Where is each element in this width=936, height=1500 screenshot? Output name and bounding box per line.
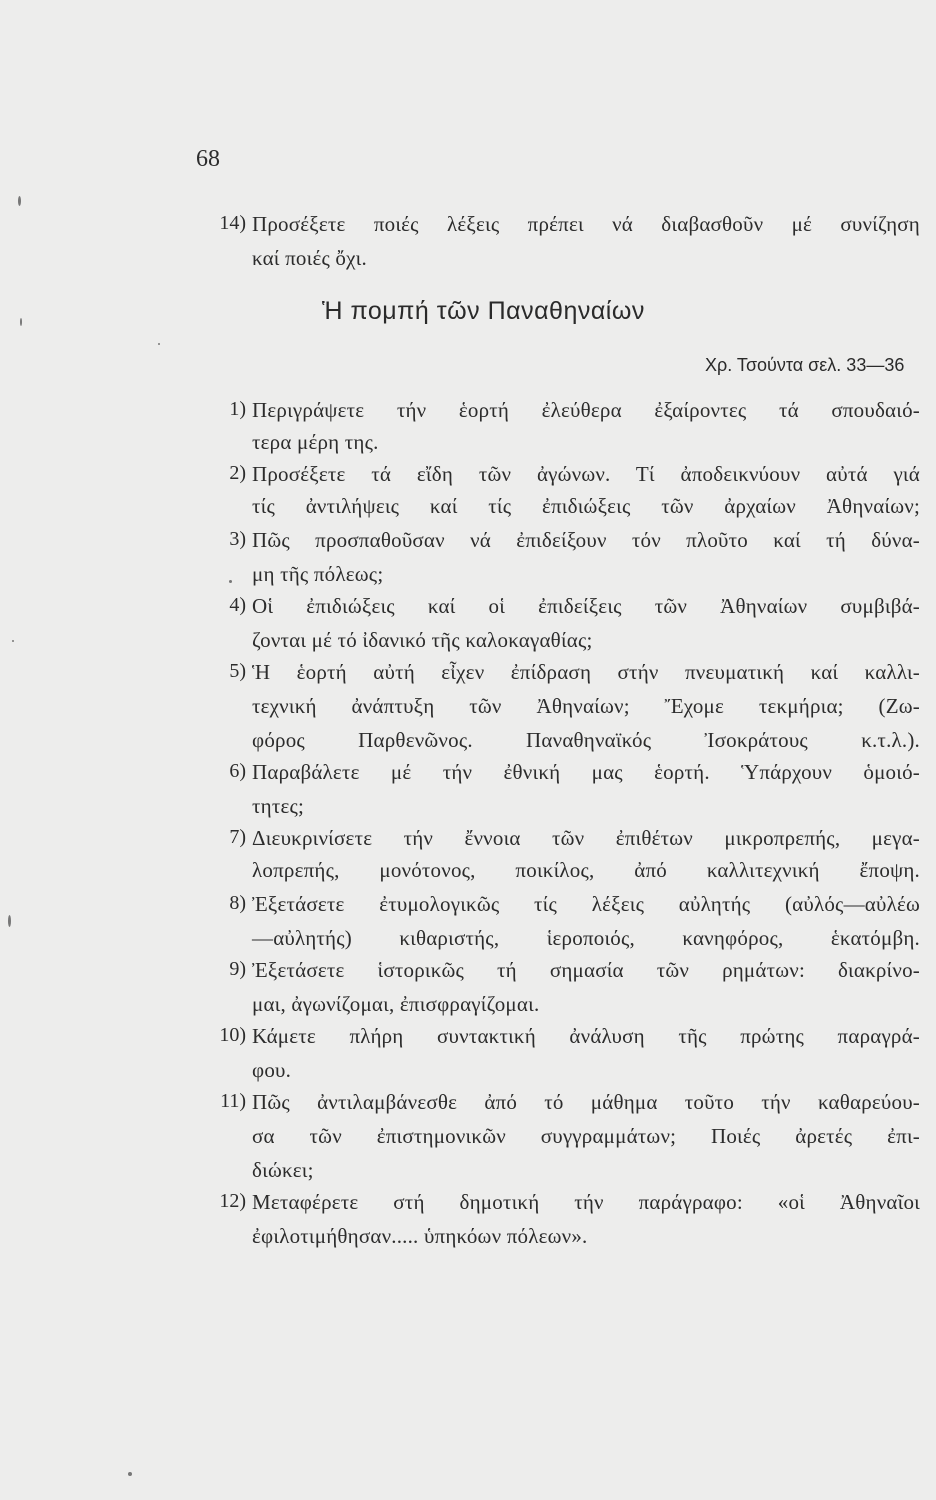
exercise-number: 5)	[229, 660, 246, 682]
scan-speck	[128, 1472, 132, 1476]
exercise-line: καί ποιές ὄχι.	[252, 246, 367, 270]
exercise-number: 14)	[219, 212, 246, 234]
section-source: Χρ. Τσούντα σελ. 33—36	[705, 355, 905, 375]
exercise-line: φου.	[252, 1058, 292, 1082]
exercise-line: Κάμετε πλήρη συντακτική ἀνάλυση τῆς πρώτης παραγρά-	[252, 1024, 920, 1048]
exercise-number: 7)	[229, 826, 246, 848]
exercise-line: Προσέξετε τά εἴδη τῶν ἀγώνων. Τί ἀποδεικνύουν αὐτά γιά	[252, 462, 920, 486]
exercise-line: Μεταφέρετε στή δημοτική τήν παράγραφο: «οἱ Ἀθηναῖοι	[252, 1190, 920, 1214]
exercise-line: τίς ἀντιλήψεις καί τίς ἐπιδιώξεις τῶν ἀρχαίων Ἀθηναίων;	[252, 494, 920, 518]
exercise-number: 11)	[220, 1090, 246, 1112]
exercise-line: Οἱ ἐπιδιώξεις καί οἱ ἐπιδείξεις τῶν Ἀθηναίων συμβιβά-	[252, 594, 920, 618]
exercise-line: Ἐξετάσετε ἱστορικῶς τή σημασία τῶν ρημάτων: διακρίνο-	[252, 958, 920, 982]
exercise-number: 9)	[229, 958, 246, 980]
exercise-line: μη τῆς πόλεως;	[252, 562, 384, 586]
exercise-number: 8)	[229, 892, 246, 914]
scan-speck	[158, 343, 160, 345]
exercise-line: Ἐξετάσετε ἐτυμολογικῶς τίς λέξεις αὐλητής (αὐλός—αὐλέω	[252, 892, 920, 916]
exercise-line: —αὐλητής) κιθαριστής, ἱεροποιός, κανηφόρος, ἑκατόμβη.	[252, 926, 920, 950]
exercise-line: Προσέξετε ποιές λέξεις πρέπει νά διαβασθοῦν μέ συνίζηση	[252, 212, 920, 236]
page-number: 68	[196, 146, 220, 172]
exercise-line: τεχνική ἀνάπτυξη τῶν Ἀθηναίων; Ἔχομε τεκμήρια; (Ζω-	[252, 694, 920, 718]
exercise-line: Περιγράψετε τήν ἑορτή ἐλεύθερα ἐξαίροντες τά σπουδαιό-	[252, 398, 920, 422]
scan-speck	[20, 318, 22, 326]
scan-speck	[18, 196, 21, 206]
exercise-line: σα τῶν ἐπιστημονικῶν συγγραμμάτων; Ποιές ἀρετές ἐπι-	[252, 1124, 920, 1148]
exercise-line: λοπρεπής, μονότονος, ποικίλος, ἀπό καλλιτεχνική ἔποψη.	[252, 858, 920, 882]
scan-speck	[229, 580, 232, 583]
scan-speck	[8, 915, 11, 927]
exercise-line: Ἡ ἑορτή αὐτή εἶχεν ἐπίδραση στήν πνευματική καί καλλι-	[252, 660, 920, 684]
exercise-line: Παραβάλετε μέ τήν ἐθνική μας ἑορτή. Ὑπάρχουν ὁμοιό-	[252, 760, 920, 784]
exercise-line: Διευκρινίσετε τήν ἔννοια τῶν ἐπιθέτων μικροπρεπής, μεγα-	[252, 826, 920, 850]
exercise-number: 12)	[219, 1190, 246, 1212]
exercise-number: 3)	[229, 528, 246, 550]
exercise-line: Πῶς ἀντιλαμβάνεσθε ἀπό τό μάθημα τοῦτο τήν καθαρεύου-	[252, 1090, 920, 1114]
exercise-number: 1)	[229, 398, 246, 420]
exercise-line: Πῶς προσπαθοῦσαν νά ἐπιδείξουν τόν πλοῦτο καί τή δύνα-	[252, 528, 920, 552]
exercise-line: φόρος Παρθενῶνος. Παναθηναϊκός Ἰσοκράτους κ.τ.λ.).	[252, 728, 920, 752]
exercise-line: ἐφιλοτιμήθησαν..... ὑπηκόων πόλεων».	[252, 1224, 588, 1248]
exercise-line: τητες;	[252, 794, 305, 818]
exercise-line: ζονται μέ τό ἰδανικό τῆς καλοκαγαθίας;	[252, 628, 593, 652]
exercise-line: τερα μέρη της.	[252, 430, 379, 454]
exercise-line: μαι, ἀγωνίζομαι, ἐπισφραγίζομαι.	[252, 992, 540, 1016]
exercise-number: 4)	[229, 594, 246, 616]
exercise-line: διώκει;	[252, 1158, 314, 1182]
exercise-number: 2)	[229, 462, 246, 484]
section-title: Ἡ πομπή τῶν Παναθηναίων	[322, 297, 645, 325]
exercise-number: 6)	[229, 760, 246, 782]
scan-speck	[12, 640, 14, 642]
exercise-number: 10)	[219, 1024, 246, 1046]
